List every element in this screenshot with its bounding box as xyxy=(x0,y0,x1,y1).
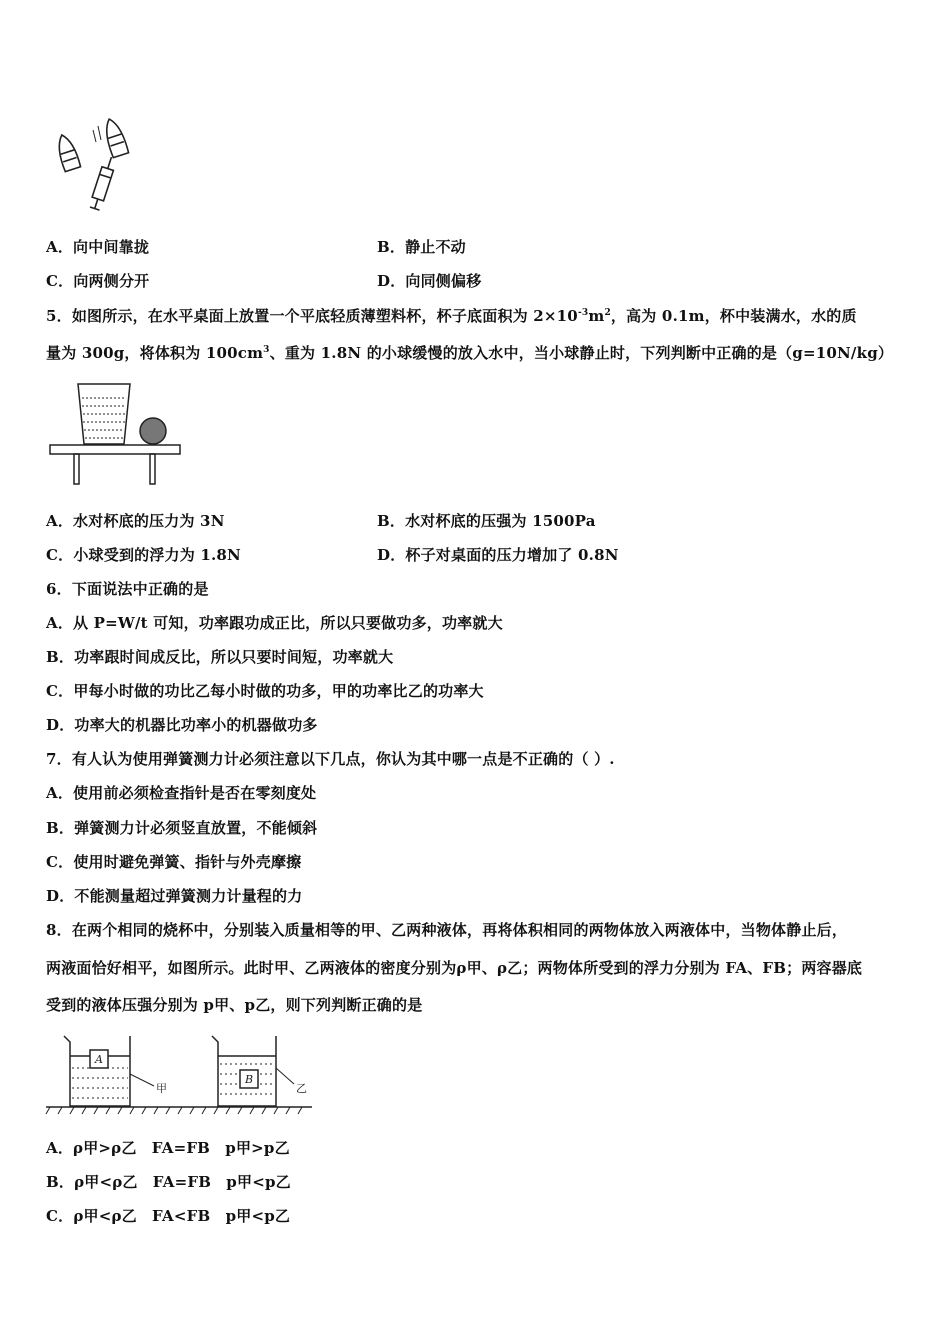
q4-option-b: B．静止不动 xyxy=(377,238,466,256)
beaker-jia xyxy=(64,1036,130,1106)
q5-option-c: C．小球受到的浮力为 1.8N xyxy=(46,546,241,564)
q5-option-b: B．水对杯底的压强为 1500Pa xyxy=(377,512,596,530)
cup-table-figure xyxy=(46,380,186,490)
left-boat xyxy=(54,132,81,171)
label-a: A xyxy=(95,1053,103,1066)
syringe-icon xyxy=(89,155,117,210)
beakers-figure xyxy=(44,1030,314,1118)
q6-option-d: D．功率大的机器比功率小的机器做功多 xyxy=(46,716,318,734)
q4-option-a: A．向中间靠拢 xyxy=(46,238,150,256)
q5-option-d: D．杯子对桌面的压力增加了 0.8N xyxy=(377,546,619,564)
ball xyxy=(140,418,166,444)
label-b: B xyxy=(245,1073,254,1086)
q7-option-b: B．弹簧测力计必须竖直放置，不能倾斜 xyxy=(46,819,318,837)
q6-stem: 6．下面说法中正确的是 xyxy=(46,580,209,598)
q8-option-b: B．ρ甲<ρ乙 FA=FB p甲<p乙 xyxy=(46,1173,291,1191)
label-jia: 甲 xyxy=(156,1082,167,1095)
boats-figure xyxy=(46,112,138,214)
q8-stem-line3: 受到的液体压强分别为 p甲、p乙，则下列判断正确的是 xyxy=(46,996,423,1014)
q7-option-a: A．使用前必须检查指针是否在零刻度处 xyxy=(46,784,317,802)
q8-stem-line1: 8．在两个相同的烧杯中，分别装入质量相等的甲、乙两种液体，再将体积相同的两物体放入两液体中，当物体静止后， xyxy=(46,921,848,939)
table-top xyxy=(50,445,180,454)
q7-stem: 7．有人认为使用弹簧测力计必须注意以下几点，你认为其中哪一点是不正确的（ ）. xyxy=(46,750,615,768)
q4-option-d: D．向同侧偏移 xyxy=(377,272,482,290)
right-boat xyxy=(101,117,129,158)
q8-stem-line2: 两液面恰好相平，如图所示。此时甲、乙两液体的密度分别为ρ甲、ρ乙；两物体所受到的浮力分别为 FA、FB；两容器底 xyxy=(46,959,863,977)
q4-option-c: C．向两侧分开 xyxy=(46,272,150,290)
q8-option-a: A．ρ甲>ρ乙 FA=FB p甲>p乙 xyxy=(46,1139,290,1157)
q7-option-c: C．使用时避免弹簧、指针与外壳摩擦 xyxy=(46,853,302,871)
q6-option-a: A．从 P=W/t 可知，功率跟功成正比，所以只要做功多，功率就大 xyxy=(46,614,503,632)
table-leg-left xyxy=(74,454,79,484)
table-leg-right xyxy=(150,454,155,484)
q8-option-c: C．ρ甲<ρ乙 FA<FB p甲<p乙 xyxy=(46,1207,291,1225)
q5-stem-line1: 5．如图所示，在水平桌面上放置一个平底轻质薄塑料杯，杯子底面积为 $2\times 10^{-3}m^2$，高为 0.1m，杯中装满水，水的质 xyxy=(46,307,857,325)
q5-stem-line2: 量为 300g，将体积为 $100cm^3$、重为 1.8N 的小球缓慢的放入水中，当小球静止时，下列判断中正确的是（g=10N/kg） xyxy=(46,344,894,362)
q6-option-c: C．甲每小时做的功比乙每小时做的功多，甲的功率比乙的功率大 xyxy=(46,682,484,700)
q6-option-b: B．功率跟时间成反比，所以只要时间短，功率就大 xyxy=(46,648,394,666)
q7-option-d: D．不能测量超过弹簧测力计量程的力 xyxy=(46,887,303,905)
label-yi: 乙 xyxy=(296,1082,307,1095)
q5-option-a: A．水对杯底的压力为 3N xyxy=(46,512,225,530)
air-flow-icon xyxy=(93,126,101,142)
